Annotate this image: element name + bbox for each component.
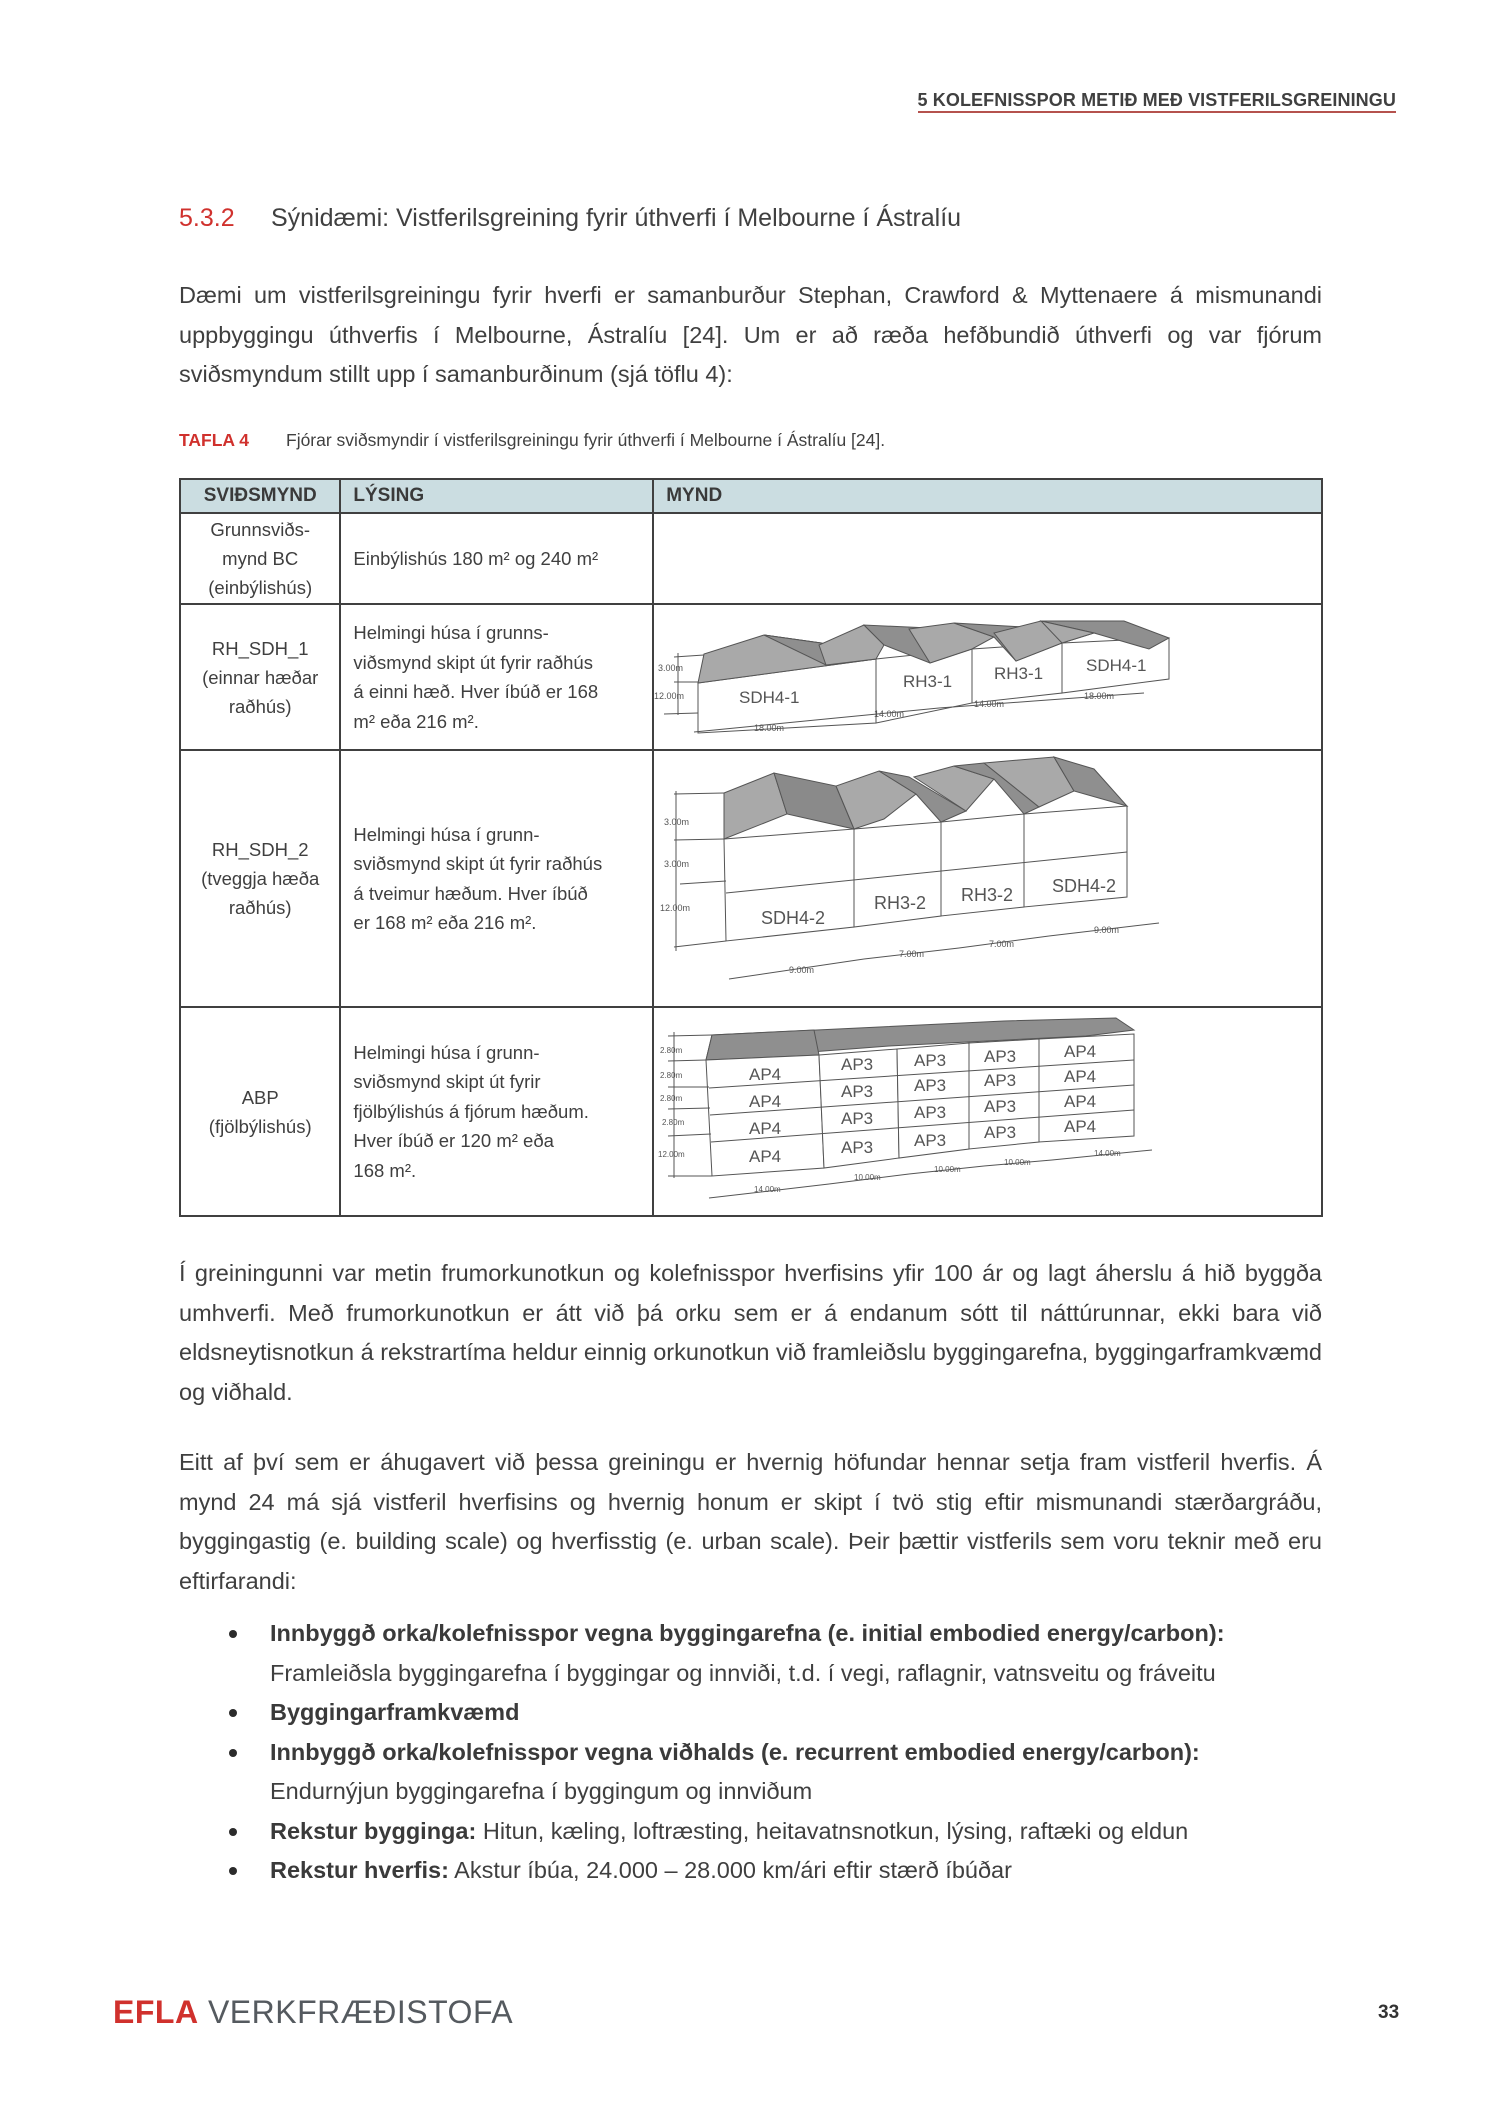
unit-label: AP4 <box>1064 1117 1097 1136</box>
bullet-icon <box>229 1867 237 1875</box>
description-line: 168 m². <box>353 1159 417 1181</box>
unit-label: SDH4-2 <box>761 908 826 928</box>
width-label: 7.00m <box>899 949 925 959</box>
page-number: 33 <box>1378 2002 1400 2023</box>
figure-cell <box>653 1007 1322 1216</box>
unit-label: AP4 <box>749 1147 782 1166</box>
description-line: Einbýlishús 180 m² og 240 m² <box>353 547 599 569</box>
bullet-icon <box>229 1749 237 1757</box>
scenario-cell <box>180 1007 340 1216</box>
lifecycle-paragraph: Eitt af því sem er áhugavert við þessa greiningu er hvernig höfundar hennar setja fram vistferil hverfis. Á mynd 24 má sjá vistferil hverfisins og hvernig honum er skipt í tvö stig eftir mismunandi stærðargráðu, byggingastig (e. building scale) og hverfisstig (e. urban scale). Þeir þættir vistferils sem voru teknir með eru eftirfarandi: <box>179 1449 1322 1594</box>
height-label: 2.80m <box>660 1094 683 1103</box>
scenario-cell <box>180 513 340 604</box>
unit-label: AP3 <box>841 1138 874 1157</box>
column-header-figure: MYND <box>653 479 1322 513</box>
width-label: 14.00m <box>874 709 905 719</box>
unit-label: SDH4-1 <box>1086 656 1147 675</box>
list-item-text: Akstur íbúa, 24.000 – 28.000 km/ári eftir stærð íbúðar <box>448 1857 1012 1883</box>
scenario-line: (tveggja hæða <box>201 868 320 889</box>
bullet-icon <box>229 1630 237 1638</box>
description-line: á einni hæð. Hver íbúð er 168 <box>353 681 599 702</box>
figure-cell <box>653 604 1322 750</box>
unit-label: AP4 <box>749 1119 782 1138</box>
list-item <box>229 1851 1329 1891</box>
unit-label: AP3 <box>984 1097 1017 1116</box>
width-label: 14.00m <box>974 699 1005 709</box>
width-label: 10.00m <box>1004 1158 1031 1167</box>
unit-label: AP4 <box>1064 1067 1097 1086</box>
list-item <box>229 1733 1329 1812</box>
height-label: 3.00m <box>664 817 690 827</box>
list-item-term: Innbyggð orka/kolefnisspor vegna byggingarefna (e. initial embodied energy/carbon): <box>270 1620 1225 1646</box>
logo-brand: EFLA <box>113 1994 199 2030</box>
running-header-title: 5 KOLEFNISSPOR METIÐ MEÐ VISTFERILSGREININGU <box>918 90 1396 113</box>
list-item-detail: Endurnýjun byggingarefna í byggingum og innviðum <box>270 1778 813 1804</box>
unit-label: AP4 <box>1064 1092 1097 1111</box>
scenario-cell <box>180 750 340 1007</box>
height-label: 3.00m <box>658 663 684 673</box>
width-label: 14.00m <box>1094 1149 1121 1158</box>
unit-label: AP3 <box>914 1051 947 1070</box>
scenario-line: RH_SDH_2 <box>211 839 309 860</box>
logo-subtitle: VERKFRÆÐISTOFA <box>198 1994 514 2030</box>
table-caption-label: TAFLA 4 <box>179 430 249 450</box>
unit-label: SDH4-1 <box>739 688 800 707</box>
two-storey-townhouse-diagram <box>654 751 1319 1001</box>
scenario-line: (einbýlishús) <box>208 577 313 598</box>
unit-label: AP3 <box>984 1071 1017 1090</box>
unit-label: AP4 <box>749 1092 782 1111</box>
description-line: Hver íbúð er 120 m² eða <box>353 1130 554 1152</box>
list-item <box>229 1693 1329 1733</box>
description-cell <box>340 750 653 1007</box>
description-cell <box>340 604 653 750</box>
section-number: 5.3.2 <box>179 204 235 232</box>
height-label: 2.80m <box>660 1071 683 1080</box>
figure-cell-empty <box>653 513 1322 604</box>
height-label: 12.00m <box>660 903 691 913</box>
height-label: 12.00m <box>654 691 685 701</box>
column-header-scenario: SVIÐSMYND <box>180 479 340 513</box>
scenario-line: raðhús) <box>228 897 292 918</box>
list-item-term: Byggingarframkvæmd <box>270 1699 520 1725</box>
description-line: viðsmynd skipt út fyrir raðhús <box>353 651 593 673</box>
list-item-term: Innbyggð orka/kolefnisspor vegna viðhalds (e. recurrent embodied energy/carbon): <box>270 1738 1200 1765</box>
unit-label: AP3 <box>984 1047 1017 1066</box>
list-item <box>229 1614 1329 1693</box>
scenario-line: (fjölbýlishús) <box>208 1115 312 1137</box>
single-storey-townhouse-diagram <box>654 605 1319 744</box>
list-item-term: Rekstur hverfis: <box>270 1857 449 1883</box>
apartment-block-diagram <box>654 1008 1319 1210</box>
width-label: 7.00m <box>989 939 1015 949</box>
table-caption-text: Fjórar sviðsmyndir í vistferilsgreiningu fyrir úthverfi í Melbourne í Ástralíu [24]. <box>286 430 886 450</box>
scenario-line: mynd BC <box>222 548 299 569</box>
width-label: 9.00m <box>1094 925 1120 935</box>
running-header <box>896 90 1396 111</box>
width-label: 10.00m <box>934 1165 961 1174</box>
table-row <box>180 750 1322 1007</box>
unit-label: AP3 <box>914 1131 947 1150</box>
unit-label: RH3-1 <box>903 672 953 691</box>
section-heading <box>179 204 961 233</box>
list-item-term: Rekstur bygginga: <box>270 1817 477 1844</box>
description-line: sviðsmynd skipt út fyrir <box>353 1071 541 1093</box>
bullet-icon <box>229 1709 237 1717</box>
list-item-text: Hitun, kæling, loftræsting, heitavatnsnotkun, lýsing, raftæki og eldun <box>476 1817 1189 1844</box>
list-item <box>229 1812 1329 1852</box>
unit-label: AP3 <box>841 1109 874 1128</box>
description-line: fjölbýlishús á fjórum hæðum. <box>353 1100 589 1122</box>
description-line: á tveimur hæðum. Hver íbúð <box>353 882 588 904</box>
description-line: Helmingi húsa í grunn- <box>353 823 540 845</box>
height-label: 12.00m <box>658 1150 685 1159</box>
width-label: 18.00m <box>754 723 785 733</box>
scenario-cell <box>180 604 340 750</box>
description-line: sviðsmynd skipt út fyrir raðhús <box>353 853 603 874</box>
unit-label: AP3 <box>914 1076 947 1095</box>
width-label: 18.00m <box>1084 691 1115 701</box>
unit-label: AP3 <box>914 1103 947 1122</box>
unit-label: AP3 <box>984 1123 1017 1142</box>
table-row <box>180 1007 1322 1216</box>
scenario-line: RH_SDH_1 <box>211 637 309 659</box>
scenario-line: raðhús) <box>228 695 292 717</box>
table-header-row <box>180 479 1322 513</box>
unit-label: RH3-1 <box>994 664 1044 683</box>
unit-label: AP4 <box>1064 1042 1097 1061</box>
unit-label: AP4 <box>749 1065 782 1084</box>
width-label: 14.00m <box>754 1185 781 1194</box>
figure-cell <box>653 750 1322 1007</box>
efla-logo <box>113 1994 513 2031</box>
description-cell <box>340 513 653 604</box>
height-label: 3.00m <box>664 859 690 869</box>
scenario-line: Grunnsviðs- <box>210 519 311 540</box>
width-label: 10.00m <box>854 1173 881 1182</box>
scenario-line: ABP <box>241 1086 279 1108</box>
unit-label: RH3-2 <box>961 885 1014 905</box>
table-row <box>180 604 1322 750</box>
analysis-paragraph: Í greiningunni var metin frumorkunotkun og kolefnisspor hverfisins yfir 100 ár og lagt áherslu á hið byggða umhverfi. Með frumorkunotkun er átt við þá orku sem er á endanum sótt til náttúrunnar, ekki bara við eldsneytisnotkun á rekstrartíma heldur einnig orkunotkun við framleiðslu byggingarefna, byggingarframkvæmd og viðhald. <box>179 1260 1322 1405</box>
description-line: m² eða 216 m². <box>353 710 479 732</box>
unit-label: AP3 <box>841 1055 874 1074</box>
table-caption <box>179 430 885 451</box>
scenario-table <box>179 478 1323 1217</box>
intro-paragraph: Dæmi um vistferilsgreiningu fyrir hverfi er samanburður Stephan, Crawford & Myttenaere á mismunandi uppbyggingu úthverfis í Melbourne, Ástralíu [24]. Um er að ræða hefðbundið úthverfi og var fjórum sviðsmyndum stillt upp í samanburðinum (sjá töflu 4): <box>179 282 1322 387</box>
scenario-line: (einnar hæðar <box>202 666 319 688</box>
bullet-icon <box>229 1828 237 1836</box>
list-item-detail: Framleiðsla byggingarefna í byggingar og innviði, t.d. í vegi, raflagnir, vatnsveitu og fráveitu <box>270 1659 1216 1686</box>
unit-label: SDH4-2 <box>1052 876 1117 896</box>
lifecycle-stages-list <box>229 1614 1329 1891</box>
unit-label: RH3-2 <box>874 893 927 913</box>
unit-label: AP3 <box>841 1082 874 1101</box>
column-header-description: LÝSING <box>340 479 653 513</box>
height-label: 2.80m <box>660 1046 683 1055</box>
description-line: er 168 m² eða 216 m². <box>353 912 537 933</box>
description-cell <box>340 1007 653 1216</box>
section-title: Sýnidæmi: Vistferilsgreining fyrir úthverfi í Melbourne í Ástralíu <box>271 204 962 232</box>
height-label: 2.80m <box>662 1118 685 1127</box>
width-label: 9.00m <box>789 965 815 975</box>
description-line: Helmingi húsa í grunn- <box>353 1041 540 1063</box>
table-row <box>180 513 1322 604</box>
description-line: Helmingi húsa í grunns- <box>353 622 549 643</box>
